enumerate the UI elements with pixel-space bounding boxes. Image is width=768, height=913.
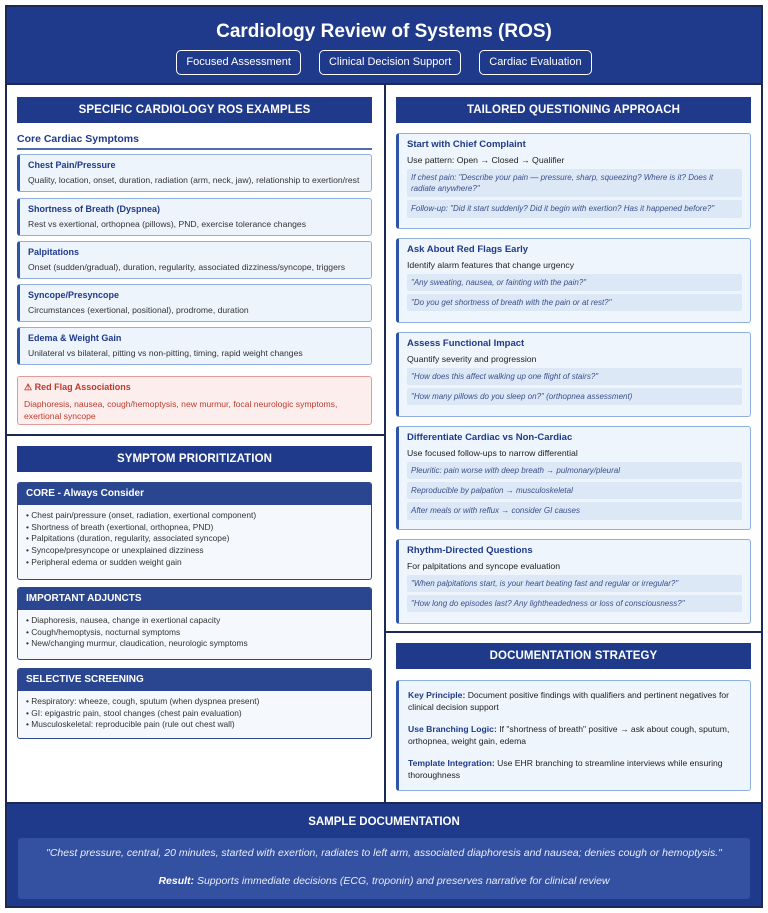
examples-title: SPECIFIC CARDIOLOGY ROS EXAMPLES: [17, 97, 372, 123]
list-item: • Cough/hemoptysis, nocturnal symptoms: [26, 626, 181, 637]
question-card-subtitle: Identify alarm features that change urgency: [407, 260, 575, 270]
priority-list: [18, 505, 371, 573]
list-item: • Musculoskeletal: reproducible pain (rule out chest wall): [26, 719, 235, 730]
list-item: • Diaphoresis, nausea, change in exertional capacity: [26, 615, 221, 625]
symptom-title: Chest Pain/Pressure: [28, 160, 116, 170]
question-card: [396, 238, 751, 323]
question-card-title: Rhythm-Directed Questions: [407, 545, 533, 556]
question-card: [396, 426, 751, 530]
documentation-item: [408, 723, 741, 748]
question-card-title: Start with Chief Complaint: [407, 139, 526, 150]
symptom-desc: Rest vs exertional, orthopnea (pillows), PND, exercise tolerance changes: [28, 219, 306, 229]
list-item: • New/changing murmur, claudication, neurologic symptoms: [26, 638, 248, 649]
symptom-title: Edema & Weight Gain: [28, 333, 122, 343]
list-item: • Chest pain/pressure (onset, radiation, exertional component): [26, 510, 257, 520]
priority-group-title: IMPORTANT ADJUNCTS: [18, 588, 371, 610]
header: [7, 7, 761, 85]
symptom-card: [17, 327, 372, 365]
result-text: Supports immediate decisions (ECG, troponin) and preserves narrative for clinical review: [194, 875, 610, 887]
question-example: "How does this affect walking up one flight of stairs?": [407, 368, 742, 385]
documentation-panel: [386, 633, 761, 802]
list-item: • GI: epigastric pain, stool changes (chest pain evaluation): [26, 707, 242, 718]
documentation-text: Use EHR branching to streamline interviews while ensuring thoroughness: [408, 757, 723, 781]
symptom-card: [17, 154, 372, 192]
list-item: • Respiratory: wheeze, cough, sputum (when dyspnea present): [26, 696, 260, 706]
question-card-title: Ask About Red Flags Early: [407, 244, 529, 255]
documentation-label: Template Integration:: [408, 757, 495, 768]
question-example: "Do you get shortness of breath with the pain or at rest?": [407, 294, 742, 311]
question-example: "When palpitations start, is your heart beating fast and regular or irregular?": [407, 575, 742, 592]
core-symptoms-heading: Core Cardiac Symptoms: [17, 133, 139, 145]
header-tags: [7, 50, 761, 75]
symptom-card: [17, 198, 372, 236]
question-example: After meals or with reflux → consider GI causes: [407, 502, 742, 519]
question-example: Reproducible by palpation → musculoskeletal: [407, 482, 742, 499]
question-card-subtitle: Quantify severity and progression: [407, 354, 537, 364]
question-example: If chest pain: "Describe your pain — pressure, sharp, squeezing? Where is it? Does it radiate anywhere?": [407, 169, 742, 197]
questioning-title: TAILORED QUESTIONING APPROACH: [396, 97, 751, 123]
symptom-desc: Onset (sudden/gradual), duration, regularity, associated dizziness/syncope, triggers: [28, 262, 346, 272]
questioning-panel: [386, 87, 761, 631]
priority-group-screening: [17, 668, 372, 739]
documentation-item: [408, 689, 741, 714]
sample-result: [18, 875, 750, 887]
page: [5, 5, 763, 908]
result-label: Result:: [158, 875, 195, 887]
symptom-desc: Unilateral vs bilateral, pitting vs non-pitting, timing, rapid weight changes: [28, 348, 303, 358]
documentation-label: Use Branching Logic:: [408, 723, 497, 734]
symptom-card: [17, 284, 372, 322]
question-card: [396, 539, 751, 624]
documentation-box: [396, 680, 751, 791]
question-example: Follow-up: "Did it start suddenly? Did it begin with exertion? Has it happened before?": [407, 200, 742, 217]
question-card-title: Differentiate Cardiac vs Non-Cardiac: [407, 432, 573, 443]
question-example: "How long do episodes last? Any lightheadedness or loss of consciousness?": [407, 595, 742, 612]
documentation-text: Document positive findings with qualifiers and pertinent negatives for clinical decision support: [408, 690, 729, 713]
priority-group-title: CORE - Always Consider: [18, 483, 371, 505]
list-item: • Peripheral edema or sudden weight gain: [26, 556, 182, 567]
symptom-card: [17, 241, 372, 279]
documentation-item: [408, 757, 741, 782]
red-flag-title: ⚠ Red Flag Associations: [24, 382, 131, 392]
tag-cardiac-evaluation: Cardiac Evaluation: [479, 50, 591, 75]
symptom-title: Syncope/Presyncope: [28, 290, 120, 300]
priority-group-title: SELECTIVE SCREENING: [18, 669, 371, 691]
question-card-subtitle: Use pattern: Open → Closed → Qualifier: [407, 155, 565, 165]
prioritization-panel: [7, 436, 384, 802]
symptom-desc: Quality, location, onset, duration, radiation (arm, neck, jaw), relationship to exertion/rest: [28, 175, 360, 185]
tag-focused-assessment: Focused Assessment: [176, 50, 301, 75]
question-card-subtitle: Use focused follow-ups to narrow differential: [407, 448, 578, 458]
question-card-subtitle: For palpitations and syncope evaluation: [407, 561, 561, 571]
red-flag-card: [17, 376, 372, 425]
tag-clinical-decision-support: Clinical Decision Support: [319, 50, 461, 75]
question-example: "Any sweating, nausea, or fainting with the pain?": [407, 274, 742, 291]
page-title: Cardiology Review of Systems (ROS): [216, 21, 552, 42]
documentation-text: If "shortness of breath" positive → ask about cough, sputum, orthopnea, weight gain, edema: [408, 723, 730, 747]
list-item: • Syncope/presyncope or unexplained dizziness: [26, 545, 204, 556]
priority-group-core: [17, 482, 372, 580]
priority-group-adjuncts: [17, 587, 372, 660]
question-example: Pleuritic: pain worse with deep breath → pulmonary/pleural: [407, 462, 742, 479]
sample-documentation-footer: [7, 802, 761, 906]
sample-documentation-title: SAMPLE DOCUMENTATION: [308, 816, 460, 828]
prioritization-title: SYMPTOM PRIORITIZATION: [17, 446, 372, 472]
priority-list: [18, 691, 371, 735]
symptom-desc: Circumstances (exertional, positional), prodrome, duration: [28, 305, 249, 315]
question-card: [396, 133, 751, 229]
priority-list: [18, 610, 371, 654]
question-example: "How many pillows do you sleep on?" (orthopnea assessment): [407, 388, 742, 405]
core-symptoms-underline: [17, 148, 372, 150]
sample-documentation-box: [18, 838, 750, 899]
symptom-title: Palpitations: [28, 247, 80, 257]
examples-panel: [7, 87, 384, 434]
list-item: • Shortness of breath (exertional, orthopnea, PND): [26, 521, 214, 532]
documentation-label: Key Principle:: [408, 690, 466, 700]
question-card: [396, 332, 751, 417]
symptom-title: Shortness of Breath (Dyspnea): [28, 204, 161, 214]
list-item: • Palpitations (duration, regularity, associated syncope): [26, 533, 230, 544]
documentation-title: DOCUMENTATION STRATEGY: [396, 643, 751, 669]
question-card-title: Assess Functional Impact: [407, 338, 525, 349]
sample-quote: "Chest pressure, central, 20 minutes, started with exertion, radiates to left arm, associated diaphoresis and nausea; denies cough or hemoptysis.": [46, 847, 722, 859]
red-flag-desc: Diaphoresis, nausea, cough/hemoptysis, new murmur, focal neurologic symptoms, exertional syncope: [24, 399, 338, 422]
